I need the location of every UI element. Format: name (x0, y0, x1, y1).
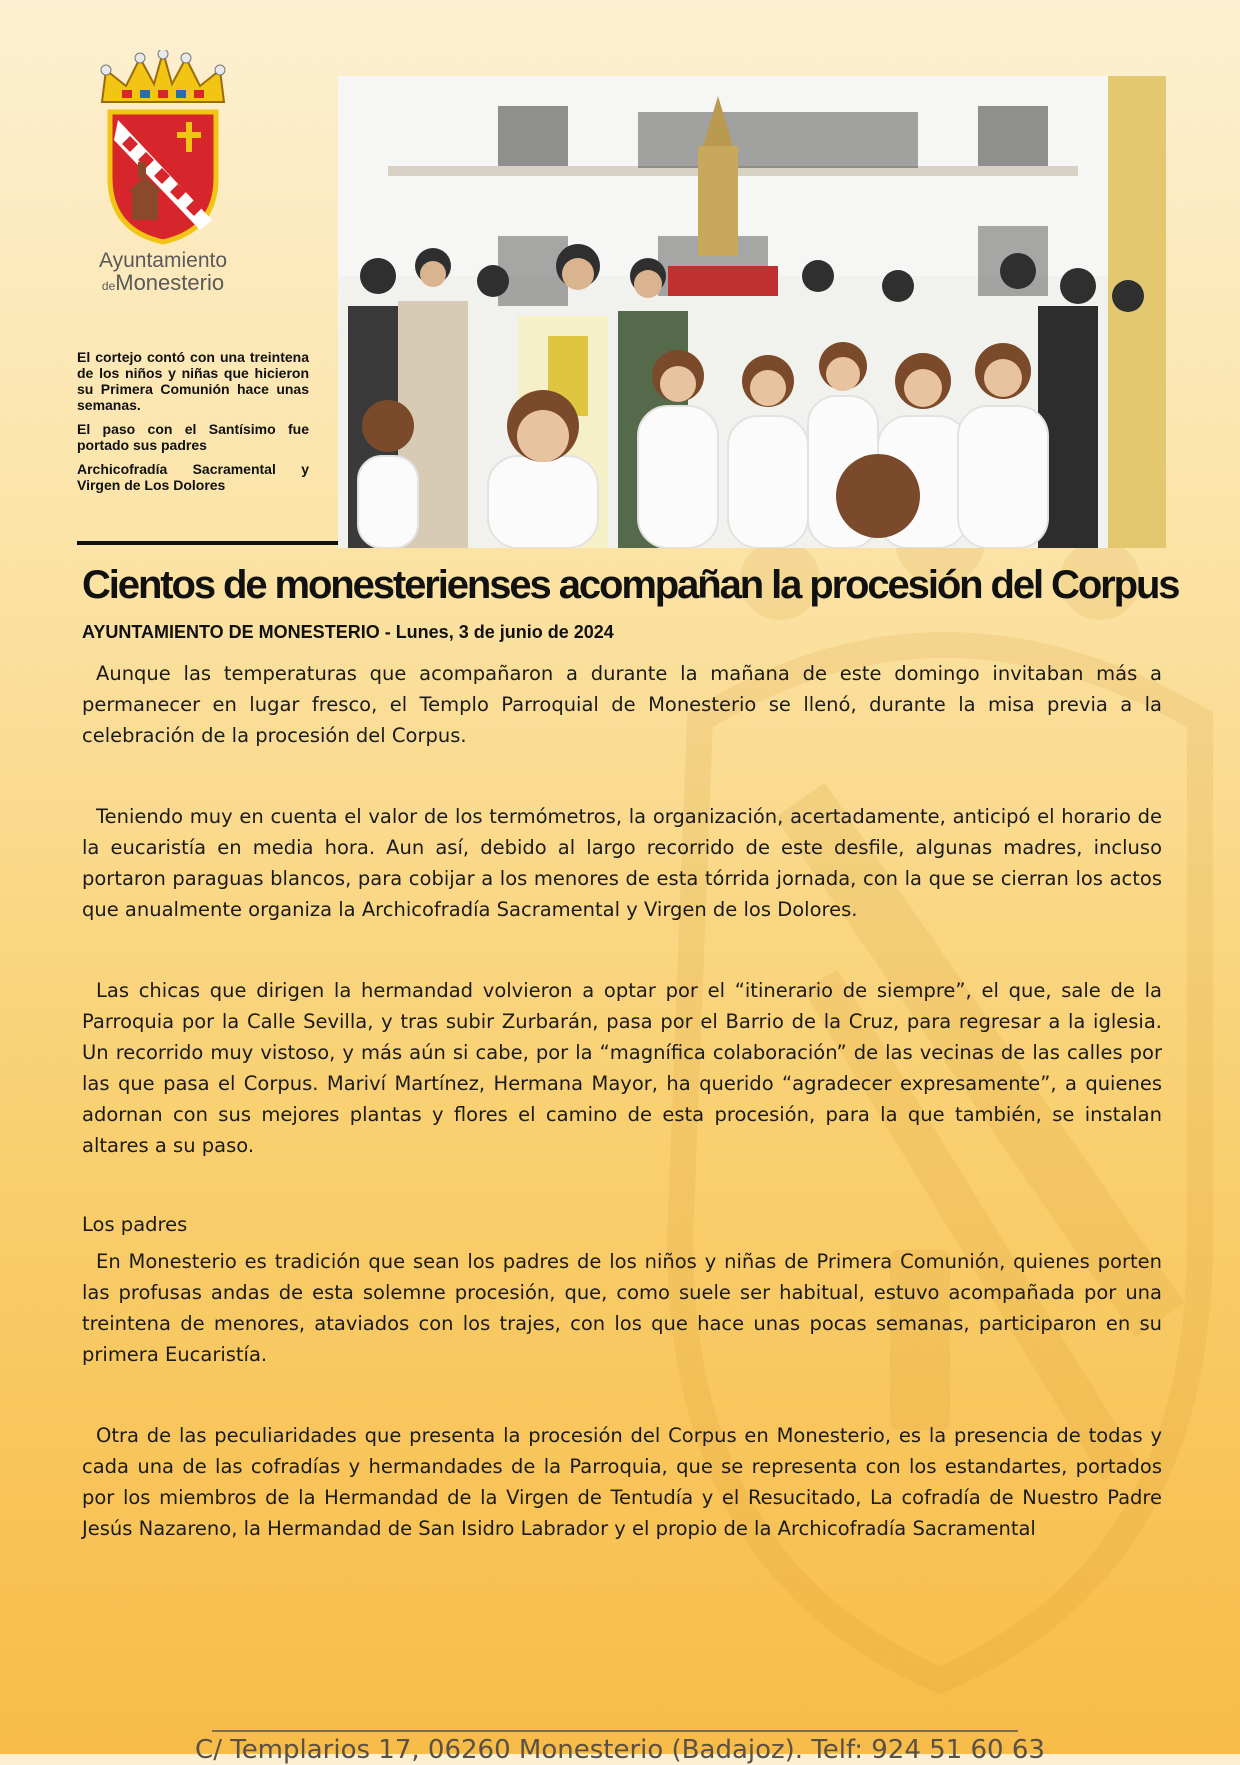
footer-divider (212, 1730, 1018, 1732)
caption-line: El paso con el Santísimo fue portado sus padres (77, 421, 309, 453)
caption-line: Archicofradía Sacramental y Virgen de Los Dolores (77, 461, 309, 493)
logo-wordmark (88, 250, 238, 297)
article-paragraph: En Monesterio es tradición que sean los padres de los niños y niñas de Primera Comunión, quienes porten las profusas andas de esta solemne procesión, que, como suele ser habitual, estuvo acompañada por una treintena de menores, ataviados con los trajes, con los que hace unas pocas semanas, participaron en su primera Eucaristía. (82, 1250, 1162, 1366)
article-paragraph: Otra de las peculiaridades que presenta la procesión del Corpus en Monesterio, es la presencia de todas y cada una de las cofradías y hermandades de la Parroquia, que se representa con los estandartes, portados por los miembros de la Hermandad de la Virgen de Tentudía y el Resucitado, La cofradía de Nuestro Padre Jesús Nazareno, la Hermandad de San Isidro Labrador y el propio de la Archicofradía Sacramental (82, 1424, 1162, 1540)
article-paragraph: Las chicas que dirigen la hermandad volvieron a optar por el “itinerario de siempre”, el que, sale de la Parroquia por la Calle Sevilla, y tras subir Zurbarán, pasa por el Barrio de la Cruz, para regresar a la iglesia. Un recorrido muy vistoso, y más aún si cabe, por la “magnífica colaboración” de las vecinas de las calles por las que pasa el Corpus. Mariví Martínez, Hermana Mayor, ha querido “agradecer expresamente”, a quienes adornan con sus mejores plantas y flores el camino de esta procesión, para la que también, se instalan altares a su paso. (82, 979, 1162, 1157)
article-body (82, 658, 1162, 1544)
article-paragraph: Teniendo muy en cuenta el valor de los termómetros, la organización, acertadamente, anticipó el horario de la eucaristía en media hora. Aun así, debido al largo recorrido de este desfile, algunas madres, incluso portaron paraguas blancos, para cobijar a los menores de esta tórrida jornada, con la que se cierran los actos que anualmente organiza la Archicofradía Sacramental y Virgen de los Dolores. (82, 805, 1162, 921)
logo-line-1: Ayuntamiento (98, 249, 228, 272)
caption-divider (77, 541, 339, 545)
ayuntamiento-logo (88, 50, 238, 297)
caption-line: El cortejo contó con una treintena de los niños y niñas que hicieron su Primera Comunión hace unas semanas. (77, 349, 309, 413)
article-headline: Cientos de monesterienses acompañan la procesión del Corpus (82, 563, 1179, 607)
logo-line-2: Monesterio (115, 270, 225, 295)
photo-caption (77, 349, 309, 501)
procession-photo (338, 76, 1166, 548)
article-subheading: Los padres (82, 1213, 188, 1236)
article-paragraph: Aunque las temperaturas que acompañaron a durante la mañana de este domingo invitaban más a permanecer en lugar fresco, el Templo Parroquial de Monesterio se llenó, durante la misa previa a la celebración de la procesión del Corpus. (82, 662, 1162, 747)
footer-address: C/ Templarios 17, 06260 Monesterio (Badajoz). Telf: 924 51 60 63 (195, 1735, 1045, 1765)
coat-of-arms-icon (88, 50, 238, 246)
logo-line-2-prefix: de (101, 279, 116, 293)
article-byline: AYUNTAMIENTO DE MONESTERIO - Lunes, 3 de junio de 2024 (82, 622, 614, 642)
